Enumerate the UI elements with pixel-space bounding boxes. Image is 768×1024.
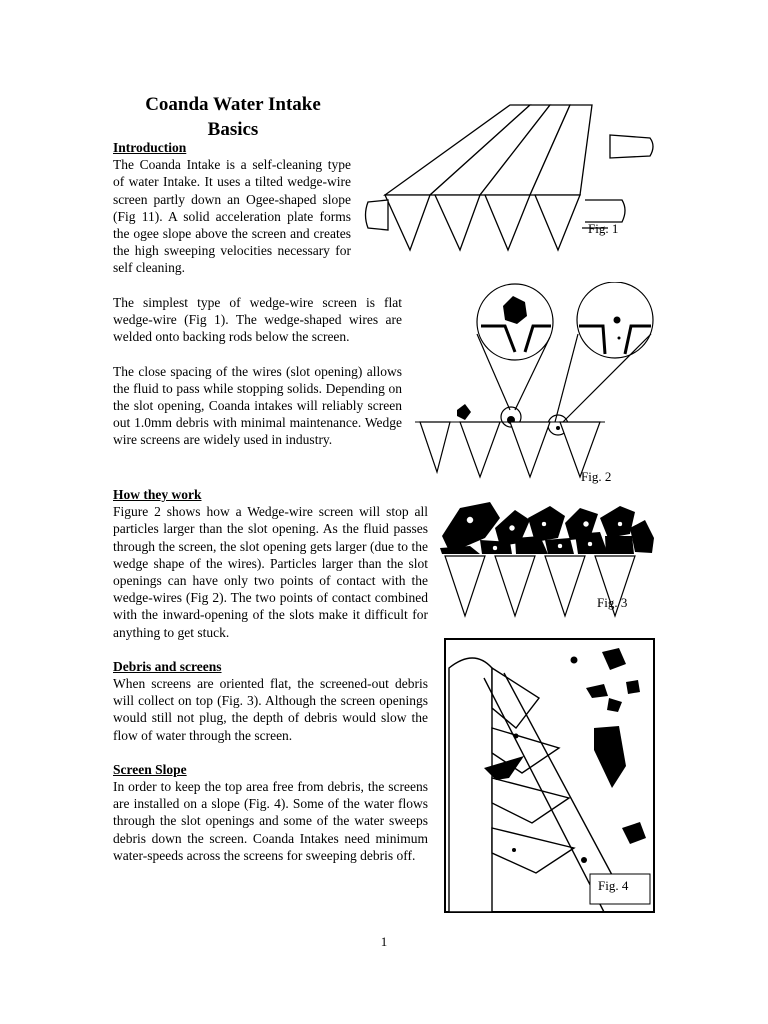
intro-paragraph-1: The Coanda Intake is a self-cleaning type of water Intake. It uses a tilted wedge-wire screen partly down an Ogee-shaped slope (Fig 11). A solid acceleration plate forms the ogee slope above the screen and creates the high sweeping velocities necessary for self cleaning.	[113, 157, 351, 276]
figure-4-label: Fig. 4	[598, 878, 629, 893]
debris-heading: Debris and screens	[113, 658, 222, 674]
intro-section	[113, 139, 351, 277]
intro-continued	[113, 294, 402, 449]
how-paragraph: Figure 2 shows how a Wedge-wire screen will stop all particles larger than the slot opening. As the fluid passes through the screen, the slot opening gets larger (due to the wedge shape of the wires). Particles larger than the slot openings can have only two points of contact with the wedge-wires (Fig 2). The two points of contact combined with the inward-opening of the slots make it difficult for anything to get stuck.	[113, 504, 428, 640]
figure-4-sloped-screen	[444, 638, 656, 914]
title-line-1: Coanda Water Intake	[145, 94, 321, 115]
page-number: 1	[380, 934, 388, 949]
how-section	[113, 486, 428, 864]
slope-paragraph: In order to keep the top area free from debris, the screens are installed on a slope (Fig. 4). Some of the water flows through the slot openings and some of the water sweeps debris down the screen. Coanda Intakes need minimum water-speeds across the screens for sweeping debris off.	[113, 779, 428, 863]
intro-paragraph-3: The close spacing of the wires (slot opening) allows the fluid to pass while stopping solids. Depending on the slot opening, Coanda intakes will reliably screen out 1.0mm debris with minimal maintenance. Wedge wire screens are widely used in industry.	[113, 363, 402, 448]
intro-heading: Introduction	[113, 140, 187, 155]
figure-2-particle-contact	[415, 282, 660, 482]
page-title	[113, 92, 353, 142]
intro-paragraph-2: The simplest type of wedge-wire screen is flat wedge-wire (Fig 1). The wedge-shaped wires are welded onto backing rods below the screen.	[113, 295, 402, 345]
figure-2-label: Fig. 2	[581, 469, 612, 484]
how-heading: How they work	[113, 487, 202, 502]
slope-heading: Screen Slope	[113, 761, 187, 777]
title-line-2: Basics	[207, 119, 259, 140]
figure-1-wedge-wire	[360, 100, 660, 270]
figure-1-label: Fig. 1	[588, 221, 619, 236]
figure-3-label: Fig. 3	[597, 595, 628, 610]
debris-paragraph: When screens are oriented flat, the screened-out debris will collect on top (Fig. 3). Although the screen openings would still not plug, the depth of debris would slow the flow of water through the screen.	[113, 676, 428, 743]
